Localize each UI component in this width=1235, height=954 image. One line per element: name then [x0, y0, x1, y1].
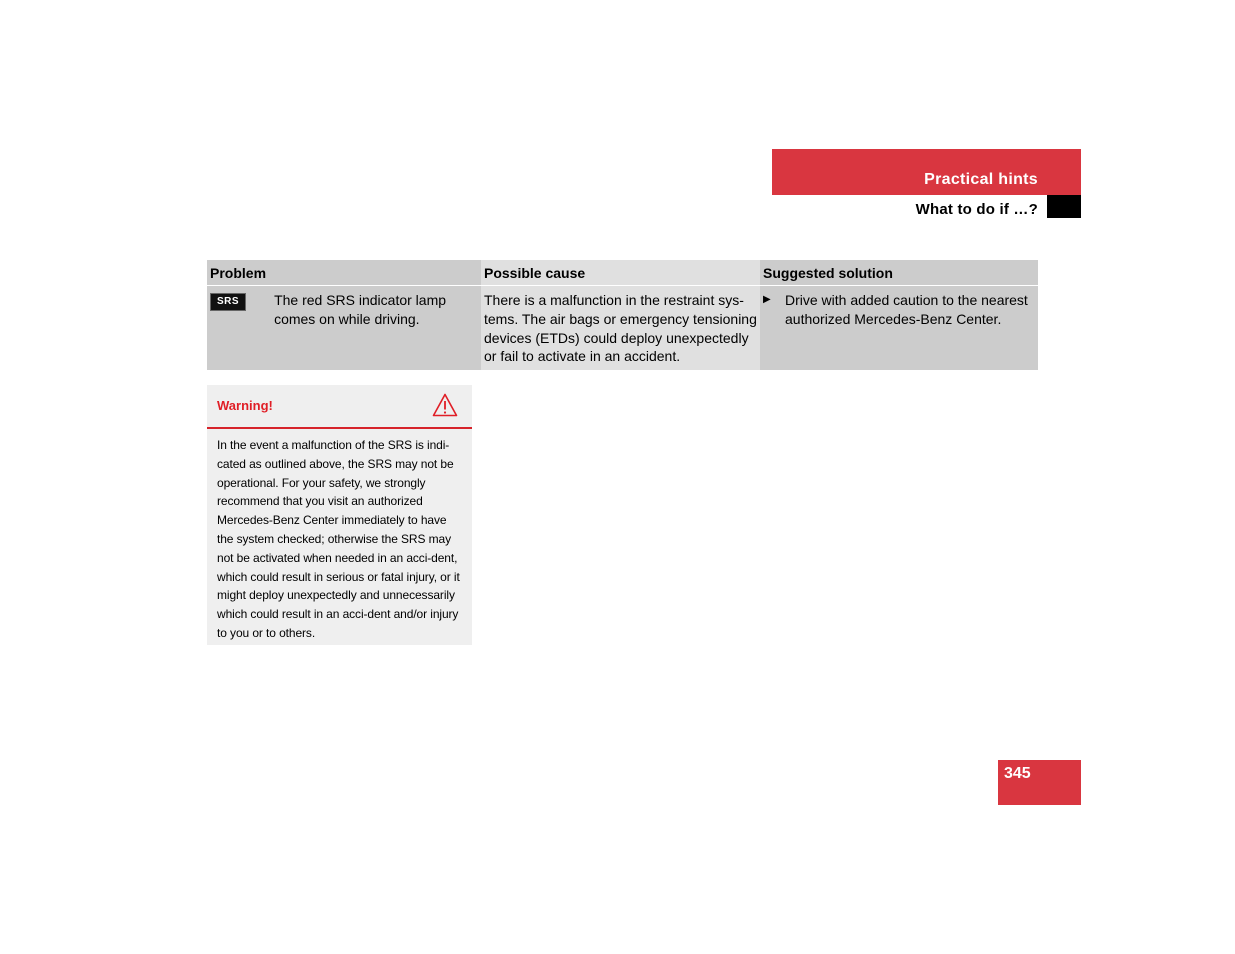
srs-indicator-icon: SRS	[210, 293, 246, 311]
warning-box	[207, 385, 472, 645]
solution-cell	[760, 286, 1038, 371]
subsection-row	[772, 195, 1081, 218]
section-title: Practical hints	[924, 171, 1038, 188]
warning-header	[207, 385, 472, 429]
troubleshooting-table	[207, 260, 1038, 370]
problem-text: The red SRS indicator lamp comes on while driving.	[274, 292, 447, 327]
warning-text: In the event a malfunction of the SRS is indi-cated as outlined above, the SRS may not be operational. For your safety, we strongly recommend that you visit an authorized Mercedes-Benz Center immediately to have the system checked; otherwise the SRS may not be activated when needed in an acci-dent, which could result in serious or fatal injury, or it might deploy unexpectedly and unnecessarily which could result in an acci-dent and/or injury to you or to others.	[217, 438, 460, 640]
subsection-title: What to do if …?	[915, 201, 1038, 218]
thumb-index-marker	[1047, 195, 1081, 218]
table-header-row	[207, 260, 1038, 286]
table-row	[207, 286, 1038, 371]
warning-label: Warning!	[217, 398, 273, 413]
page-number-box	[998, 760, 1081, 805]
section-tab	[772, 149, 1081, 195]
header-possible-cause: Possible cause	[481, 260, 760, 286]
solution-text: Drive with added caution to the nearest authorized Mercedes-Benz Center.	[785, 292, 1028, 327]
page-number: 345	[1004, 765, 1031, 782]
cause-cell	[481, 286, 760, 371]
cause-text: There is a malfunction in the restraint sys-tems. The air bags or emergency tensioning devices (ETDs) could deploy unexpectedly or fail to activate in an accident.	[484, 292, 757, 365]
header-suggested-solution: Suggested solution	[760, 260, 1038, 286]
arrow-right-icon: ▶	[763, 294, 771, 305]
warning-triangle-icon	[432, 393, 458, 417]
problem-cell	[207, 286, 481, 371]
header-problem: Problem	[207, 260, 481, 286]
